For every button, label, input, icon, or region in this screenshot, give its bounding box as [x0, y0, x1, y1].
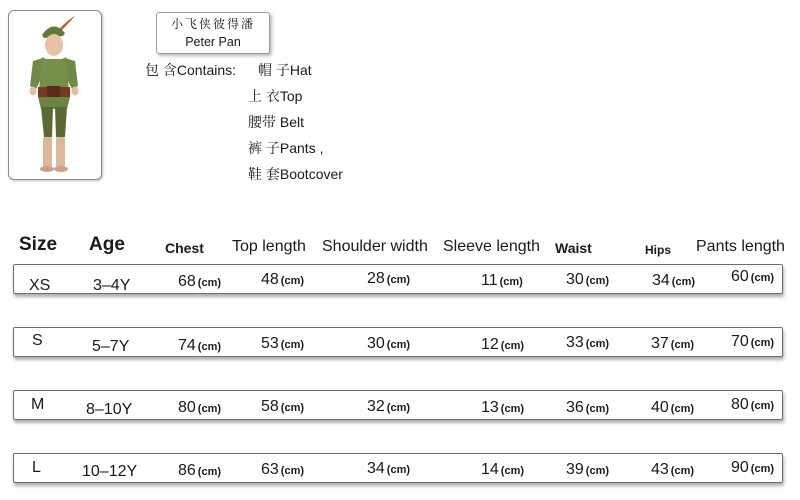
cell-shoulder-width: 34 (cm) [367, 460, 411, 477]
cell-waist: 33 (cm) [566, 334, 610, 351]
unit-label: (cm) [280, 465, 305, 477]
unit-label: (cm) [585, 275, 610, 287]
unit-label: (cm) [750, 463, 775, 475]
cell-age: 5–7Y [92, 338, 130, 355]
cell-top-length: 48 (cm) [261, 271, 305, 288]
cell-sleeve-length: 14 (cm) [481, 461, 525, 478]
cell-chest: 80 (cm) [178, 399, 222, 416]
unit-label: (cm) [670, 339, 695, 351]
cell-pants-length: 60 (cm) [731, 268, 775, 285]
cell-sleeve-length: 12 (cm) [481, 336, 525, 353]
contents-item-hat: 帽 子Hat [258, 62, 312, 78]
contents-label: 包 含Contains: [145, 62, 237, 78]
cell-chest: 86 (cm) [178, 462, 222, 479]
product-name-box [156, 12, 270, 54]
contents-item-belt: 腰带 Belt [248, 114, 305, 130]
size-row-l [13, 453, 783, 483]
unit-label: (cm) [197, 277, 222, 289]
unit-label: (cm) [197, 466, 222, 478]
unit-label: (cm) [386, 402, 411, 414]
cell-top-length: 58 (cm) [261, 398, 305, 415]
unit-label: (cm) [585, 465, 610, 477]
product-name-english: Peter Pan [185, 35, 241, 49]
product-name-chinese: 小飞侠彼得潘 [170, 17, 255, 31]
header-pants-length: Pants length [696, 238, 785, 255]
unit-label: (cm) [500, 465, 525, 477]
contents-item-pants: 裤 子Pants , [248, 140, 324, 156]
size-row-s [13, 327, 783, 357]
cell-hips: 43 (cm) [651, 461, 695, 478]
unit-label: (cm) [197, 341, 222, 353]
header-waist: Waist [555, 240, 592, 256]
unit-label: (cm) [386, 274, 411, 286]
unit-label: (cm) [671, 276, 696, 288]
header-sleeve-length: Sleeve length [443, 238, 540, 255]
unit-label: (cm) [750, 272, 775, 284]
cell-shoulder-width: 32 (cm) [367, 398, 411, 415]
cell-top-length: 53 (cm) [261, 335, 305, 352]
cell-shoulder-width: 30 (cm) [367, 335, 411, 352]
cell-pants-length: 90 (cm) [731, 459, 775, 476]
unit-label: (cm) [280, 275, 305, 287]
peter-pan-costume-image [9, 11, 101, 179]
cell-chest: 74 (cm) [178, 337, 222, 354]
cell-hips: 37 (cm) [651, 335, 695, 352]
cell-hips: 34 (cm) [652, 272, 696, 289]
cell-size: L [32, 459, 41, 476]
cell-shoulder-width: 28 (cm) [367, 270, 411, 287]
cell-age: 3–4Y [93, 277, 131, 294]
header-shoulder-width: Shoulder width [322, 238, 428, 255]
size-row-xs [13, 264, 783, 294]
unit-label: (cm) [197, 403, 222, 415]
unit-label: (cm) [500, 403, 525, 415]
product-photo [8, 10, 102, 180]
cell-hips: 40 (cm) [651, 399, 695, 416]
unit-label: (cm) [280, 402, 305, 414]
unit-label: (cm) [386, 464, 411, 476]
cell-waist: 39 (cm) [566, 461, 610, 478]
unit-label: (cm) [585, 403, 610, 415]
contents-item-top: 上 衣Top [248, 88, 303, 104]
unit-label: (cm) [585, 338, 610, 350]
cell-pants-length: 80 (cm) [731, 396, 775, 413]
unit-label: (cm) [386, 339, 411, 351]
unit-label: (cm) [750, 400, 775, 412]
unit-label: (cm) [500, 340, 525, 352]
cell-sleeve-length: 11 (cm) [481, 272, 523, 289]
cell-pants-length: 70 (cm) [731, 333, 775, 350]
contents-item-bootcover: 鞋 套Bootcover [248, 166, 343, 182]
cell-chest: 68 (cm) [178, 273, 222, 290]
unit-label: (cm) [280, 339, 305, 351]
header-chest: Chest [165, 240, 204, 256]
cell-waist: 30 (cm) [566, 271, 610, 288]
header-hips: Hips [645, 243, 672, 257]
cell-size: S [32, 332, 43, 349]
cell-sleeve-length: 13 (cm) [481, 399, 525, 416]
size-row-m [13, 390, 783, 420]
unit-label: (cm) [670, 403, 695, 415]
unit-label: (cm) [750, 337, 775, 349]
cell-size: M [31, 396, 45, 413]
unit-label: (cm) [499, 276, 523, 288]
cell-age: 10–12Y [82, 463, 138, 480]
header-top-length: Top length [232, 238, 306, 255]
header-size: Size [19, 234, 58, 255]
cell-age: 8–10Y [86, 401, 133, 418]
cell-waist: 36 (cm) [566, 399, 610, 416]
header-age: Age [89, 234, 125, 255]
cell-size: XS [29, 277, 51, 294]
unit-label: (cm) [670, 465, 695, 477]
cell-top-length: 63 (cm) [261, 461, 305, 478]
